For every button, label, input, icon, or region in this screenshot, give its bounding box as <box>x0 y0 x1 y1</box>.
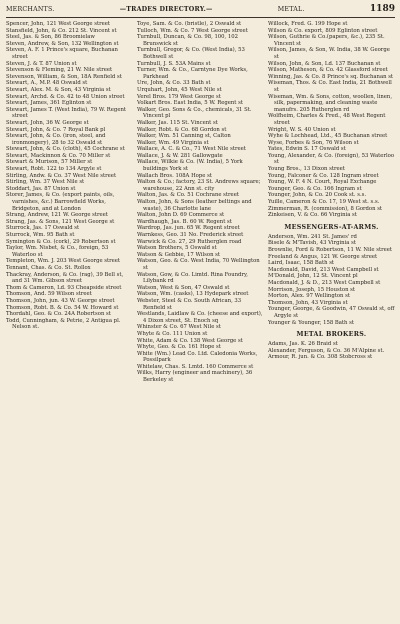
directory-entry: Morton, Alex. 97 Wellington st <box>268 293 350 300</box>
directory-entry: Young, Falconer & Co. 128 Ingram street <box>268 172 379 179</box>
directory-entry: Whyte & Co. 111 Union st <box>137 330 208 337</box>
directory-entry: Bisele & M'Tavish, 43 Virginia st <box>268 240 356 247</box>
directory-entry: Tulloch, Wm. & Co. 7 West George street <box>137 27 248 34</box>
directory-entry: Whyte, Geo. & Co. 161 Hope st <box>137 344 221 351</box>
directory-entry: Wardrop, Jas. jun. 65 W. Regent street <box>137 225 240 232</box>
directory-entry: Younger, Geo. & Co. 166 Ingram st <box>268 185 362 192</box>
directory-entry: Stewart, John, & Co. (cloth), 45 Cochrane st <box>6 146 125 153</box>
directory-entry: Walton & Co.; factory, 23 St. Andrews square; warehouse, 22 Ann st. city <box>137 179 261 192</box>
directory-entry: Thom & Cameron, Ld. 93 Cheapside street <box>6 284 122 291</box>
directory-entry: Strang, Jas. & Sons, 121 West George st <box>6 218 115 225</box>
directory-entry: Stewart, John, & Co. (iron, steel, and ironmongery), 28 to 32 Oswald st <box>6 133 106 146</box>
directory-column <box>268 21 395 619</box>
directory-entry: Taylor, Wm. Nisbet, & Co., foreign, 53 Waterloo st <box>6 245 109 258</box>
directory-entry: Urquhart, John, 45 West Nile st <box>137 86 222 93</box>
directory-entry: Wiseman, Wm. & Sons, cotton, woollen, linen, silk, papermaking, and cleaning waste manufrs. 205 Rutherglen rd <box>268 93 393 113</box>
directory-entry: Turner, Wm. & Co., Carntyne Dye Works, Parkhead <box>137 67 248 80</box>
directory-entry: Stoddart, Jas. 87 Union st <box>6 185 76 192</box>
directory-entry: Steven, A. F. 1 Prince's square, Buchanan street <box>6 47 118 60</box>
directory-entry: Stewart & Murison, 57 Miller st <box>6 159 93 166</box>
directory-entry: Stewart, John, 36 W. George st <box>6 119 89 126</box>
directory-entry: Wilson & Co. export, 809 Eglinton street <box>268 27 378 34</box>
directory-entry: Strang, Andrew, 121 W. George street <box>6 212 108 219</box>
directory-entry: Walker, Geo. Sons & Co., chemicals, 31 St. Vincent pl <box>137 106 252 120</box>
directory-entry: Wright, W. S. 40 Union st <box>268 126 336 133</box>
page-number: 1189 <box>369 4 395 14</box>
directory-column <box>137 21 264 619</box>
directory-entry: Whinster & Co. 67 West Nile st <box>137 324 221 331</box>
directory-entry: Wallace, A. C. & Co., 71 West Nile street <box>137 146 246 153</box>
directory-entry: Wolfheim, Charles & Fred., 48 West Regent street <box>268 113 386 126</box>
directory-entry: Young, W. F. 4 N. Court, Royal Exchange <box>268 179 377 186</box>
directory-entry: Sturrock, Jas. 17 Oswald st <box>6 225 80 232</box>
directory-entry: Tennant, Chas. & Co. St. Rollox <box>6 264 91 271</box>
directory-entry: Stewart, Archd. & Co. 42 to 48 Union street <box>6 93 125 100</box>
directory-entry: Wilson, John, & Son, Ld. 137 Buchanan st <box>268 60 381 67</box>
directory-entry: Macdonald, J. & D., 213 West Campbell st <box>268 279 381 286</box>
directory-entry: Turnbull, Duncan, & Co. 98, 100, 102 Brunswick st <box>137 34 239 47</box>
directory-entry: M'Donald, John, 12 St. Vincent pl <box>268 273 358 280</box>
directory-entry: Thomson, John, 43 Virginia st <box>268 299 348 306</box>
directory-entry: Westlands, Laidlaw & Co. (cheese and export), 4 Dixon street, St. Enoch sq <box>137 311 263 324</box>
directory-entry: Wilson, Guthrie & Co.(papers, &c.), 235 St. Vincent st <box>268 34 385 47</box>
directory-entry: Stansfield, John, & Co. 212 St. Vincent st <box>6 27 117 34</box>
directory-column <box>6 21 133 619</box>
directory-entry: Walker, Jas. 115 St. Vincent st <box>137 119 218 126</box>
directory-entry: Morrison, Joseph, 15 Houston st <box>268 286 356 293</box>
directory-entry: Alexander, Ferguson, & Co. 36 M'Alpine st. <box>268 347 385 354</box>
directory-entry: Steven, Andrew, & Son, 132 Wellington st <box>6 40 119 47</box>
directory-entry: Warwick & Co. 27, 29 Rutherglen road <box>137 238 242 245</box>
directory-entry: Stewart, James, 361 Eglinton st <box>6 100 92 107</box>
directory-entry: Walton, John D. 69 Commerce st <box>137 212 225 219</box>
directory-entry: Thomson, Robt. B. & Co. 54 W. Howard st <box>6 304 119 311</box>
directory-entry: Stewart, James T. (West India), 79 W. Regent street <box>6 106 126 120</box>
directory-entry: Watson, West & Son, 47 Oswald st <box>137 284 230 291</box>
header-rule <box>6 17 395 18</box>
directory-entry: Thomson, And. 59 Wilson street <box>6 291 92 298</box>
header-center: —TRADES DIRECTORY.— <box>119 6 213 13</box>
directory-entry: Wilks, Harry (engineer and machinery), 36 Berkeley st <box>137 370 253 384</box>
directory-entry: Watson, Gow, & Co. Limtd. Rina Foundry, Lilybank rd <box>137 271 248 285</box>
directory-entry: Walker, Wm. 51 Canning st, Calton <box>137 133 231 140</box>
directory-entry: Ure, John, & Co. 33 Bath st <box>137 80 211 87</box>
directory-entry: Stewart, Alex. M. & Son, 43 Virginia st <box>6 86 111 93</box>
directory-entry: Steven, J. & T. 87 Union st <box>6 60 77 67</box>
directory-entry: Wilson, Matheson, & Co. 42 Glassford street <box>268 67 388 74</box>
directory-entry: Wallace, Wilkie & Co. (W. India), 5 York buildings York st <box>137 159 243 173</box>
directory-entry: Younger, George, & Goodwin, 47 Oswald st, off Argyle st <box>268 306 395 319</box>
directory-entry: Turnbull, Gregor, & Co. (West India), 53 Bothwell st <box>137 47 245 60</box>
directory-entry: Walker, Robt. & Co. 68 Gordon st <box>137 126 227 133</box>
directory-entry: Laird, Isaac, 158 Bath st <box>268 260 335 267</box>
directory-entry: Wyhe & Lochhead, Ltd., 45 Buchanan street <box>268 133 388 140</box>
directory-entry: Young, Alexander, & Co. (foreign), 53 Waterloo st <box>268 152 395 166</box>
directory-entry: Stewart, A., M.P. 48 Oswald st <box>6 80 88 87</box>
directory-entry: Templeton, Wm. J. 203 West George street <box>6 258 121 265</box>
directory-entry: Webster, Steel & Co. South African, 33 Renfield st <box>137 297 242 311</box>
directory-entry: Watson, Geo. & Co. West India, 70 Wellington st <box>137 258 260 271</box>
directory-entry: Macdonald, David, 213 West Campbell st <box>268 266 379 273</box>
directory-entry: White, Adam & Co. 138 West George st <box>137 337 243 344</box>
directory-entry: Brownlie, Ford & Robertson, 11 W. Nile street <box>268 247 393 253</box>
directory-entry: Turnbull, J. S. 53A Mains st <box>137 60 211 67</box>
directory-entry: Thomson, John, jun. 43 W. George street <box>6 297 115 304</box>
directory-entry: Watson, Wm. (casks), 13 Hydepark street <box>137 291 249 298</box>
directory-entry: Young Bros., 13 Dixon street <box>268 166 345 173</box>
directory-columns <box>6 21 395 619</box>
directory-entry: Stirling, Wm. 37 West Nile st <box>6 179 85 186</box>
directory-entry: Stevenson & Fleming, 21 W. Nile street <box>6 67 113 74</box>
directory-entry: Walton, John, & Sons (leather beltings and waste), 36 Charlotte lane <box>137 199 252 212</box>
directory-entry: Wallach Bros. 108A Hope st <box>137 172 212 179</box>
directory-entry: Watson Brothers, 5 Oswald st <box>137 245 217 252</box>
directory-entry: Winning, Jas. & Co. 8 Prince's sq. Buchanan st <box>268 73 394 80</box>
directory-entry: Yates, Edwin S. 17 Oswald st <box>268 146 346 153</box>
directory-entry: Wyse, Forbes & Son, 76 Wilson st <box>268 139 359 146</box>
directory-entry: Stewart, John, & Co. 7 Royal Bank pl <box>6 126 106 133</box>
directory-entry: White (Wm.) Lead Co. Ltd. Caledonia Works, Possilpark <box>137 350 258 364</box>
directory-entry: Wardhaugh, Jas. B. 60 W. Regent st <box>137 218 232 225</box>
directory-entry: Toye, Sam. & Co. (bristle), 2 Oswald st <box>137 21 242 27</box>
directory-entry: Anderson, Wm. 241 St. James' rd <box>268 233 357 240</box>
directory-entry: Verel Bros. 179 West George st <box>137 93 221 100</box>
directory-entry: Steel, Jas. & Son, 86 Broomielaw <box>6 34 95 41</box>
directory-entry: Thordahl, Geo. & Co. 24A Robertson st <box>6 311 111 318</box>
directory-entry: Wiseman, Thos. & Co. East India, 21 Bothwell st <box>268 80 392 93</box>
directory-entry: Walton, Jas. & Co. 51 Cochrane street <box>137 192 239 199</box>
directory-entry: Spencer, John, 121 West George street <box>6 21 111 27</box>
section-heading: MESSENGERS-AT-ARMS. <box>284 223 379 231</box>
directory-entry: Younger, John, & Co. 20 Cook st. s.s. <box>268 192 367 199</box>
directory-entry: Stewart, Mackinnon & Co. 70 Miller st <box>6 152 111 159</box>
directory-entry: Armour, R. jun. & Co. 308 Stobcross st <box>268 354 373 361</box>
directory-entry: Stevenson, William, & Son, 18A Renfield st <box>6 73 122 80</box>
header-right: METAL. <box>277 6 305 13</box>
directory-entry: Symington & Co. (cork), 29 Robertson st <box>6 238 116 245</box>
directory-entry: Storer, James, & Co. (export paints, oils, varnishes, &c.) Barrowfield Works, Bridgeton, and at London <box>6 192 115 212</box>
directory-entry: Willock, Fred. G. 199 Hope st <box>268 21 348 27</box>
directory-entry: Freeland & Angus, 121 W. George street <box>268 253 378 260</box>
directory-entry: Watson & Gebbie, 17 Wilson st <box>137 251 221 258</box>
directory-entry: Stewart, Robt. 122 to 134 Argyle st <box>6 166 102 173</box>
directory-entry: Volkart Bros. East India, 5 W. Regent st <box>137 100 243 107</box>
directory-entry: Stirling, Andw. & Co. 37 West Nile street <box>6 172 117 179</box>
directory-entry: Todd, Cunningham, & Petrie, 2 Antigua pl. Nelson st. <box>6 317 121 331</box>
directory-entry: Younger & Younger, 158 Bath st <box>268 319 354 326</box>
directory-entry: Thackray, Anderson, & Co. (rag), 39 Bell st, and 31 Wm. Gibson street <box>6 271 124 285</box>
directory-entry: Sturrock, Wm. 95 Bath st <box>6 232 75 238</box>
directory-entry: Walker, Wm. 49 Virginia st <box>137 139 209 146</box>
directory-entry: Whitelaw, Chas. S. Lmtd. 160 Commerce st <box>137 363 254 370</box>
directory-entry: Adams, Jas. K. 26 Braid st <box>268 341 338 348</box>
directory-entry: Zimmerman, R. (commission), 8 Gordon st <box>268 205 383 212</box>
directory-entry: Wallace, J. & W. 281 Gallowgate <box>137 152 223 159</box>
directory-entry: Warnkess, Geo. 31 No. Frederick street <box>137 232 244 238</box>
directory-entry: Yuille, Cameron & Co. 17, 19 West st. s.s. <box>268 199 380 206</box>
directory-entry: Zinkeisen, V. & Co. 66 Virginia st <box>268 212 357 219</box>
header-left: MERCHANTS. <box>6 6 55 13</box>
running-header <box>6 4 395 14</box>
directory-entry: Wilson, James, & Son, W. India, 38 W. George st <box>268 47 390 60</box>
section-heading: METAL BROKERS. <box>296 331 367 339</box>
